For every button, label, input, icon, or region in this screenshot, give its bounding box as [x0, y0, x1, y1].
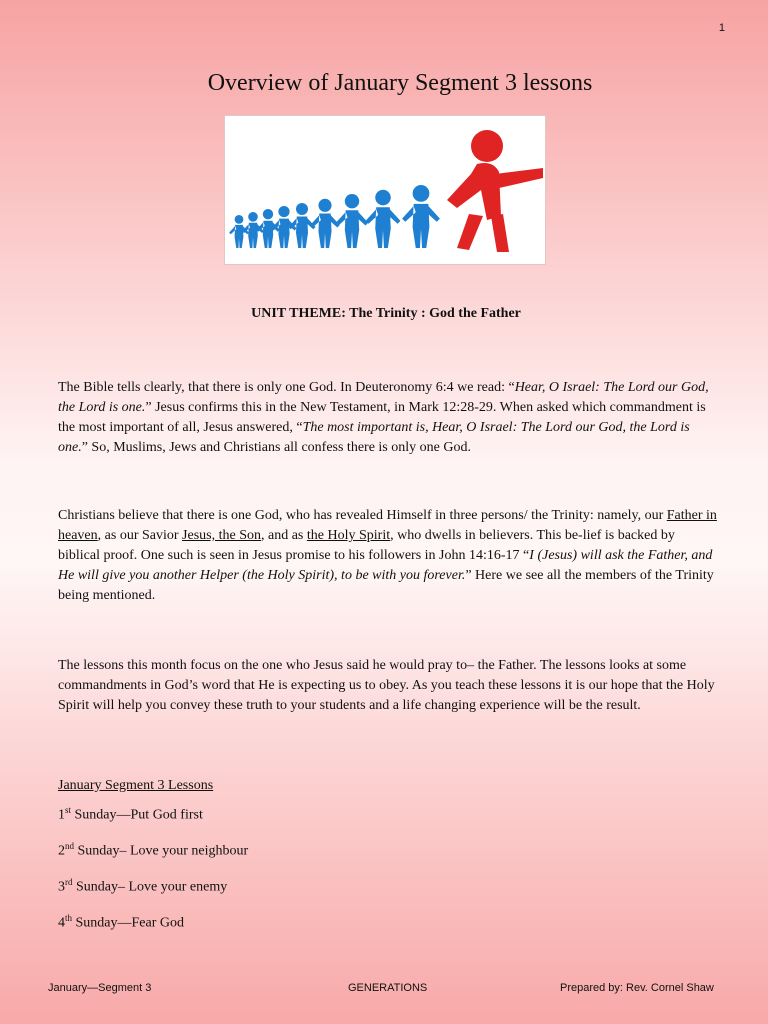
lesson-number: 4 — [58, 915, 65, 931]
p2-text-d: , who dwells in believers. This be-lief is backed by biblical proof. One such is seen in Jesus promise to his followers in John 14:16-17 “ — [58, 528, 675, 563]
follower-figure — [256, 209, 279, 248]
lesson-ordinal: th — [65, 913, 73, 923]
lesson-title: Sunday—Put God first — [71, 807, 203, 823]
lesson-ordinal: st — [65, 805, 72, 815]
paragraph-lessons-focus: The lessons this month focus on the one who Jesus said he would pray to– the Father. The lessons looks at some commandments in God’s word that He is expecting us to obey. As you teach these lessons it is our hope that the Holy Spirit will help you convey these truth to your students and a life changing experience will be the result. — [58, 658, 715, 713]
p2-son-underlined: Jesus, the Son — [182, 528, 261, 543]
p2-father-underlined: Father in heaven — [58, 508, 717, 543]
p1-text-c: ” Jesus confirms this in the New Testament, in Mark 12:28-29. When asked which commandment is the most important of all, Jesus answered, “ — [58, 400, 706, 435]
paragraph-one-god — [58, 378, 718, 458]
page-number: 1 — [718, 22, 725, 34]
followers-chain — [229, 185, 440, 248]
leader-followers-image — [225, 116, 545, 264]
follower-figure — [242, 212, 264, 248]
leader-figure — [447, 130, 543, 252]
page-title: Overview of January Segment 3 lessons — [207, 70, 593, 96]
lesson-title: Sunday– Love your neighbour — [74, 843, 249, 859]
lesson-item — [58, 877, 227, 896]
lesson-number: 1 — [58, 807, 65, 823]
lesson-item — [58, 841, 248, 860]
lesson-item — [58, 805, 203, 824]
follower-figure — [336, 194, 368, 248]
lesson-number: 2 — [58, 843, 65, 859]
p1-quote-mark: The most important is, Hear, O Israel: The Lord our God, the Lord is one. — [58, 420, 690, 455]
follower-figure — [402, 185, 440, 248]
p2-text-b: , as our Savior — [97, 528, 183, 543]
follower-figure — [310, 199, 340, 248]
p2-quote-john: I (Jesus) will ask the Father, and He will give you another Helper (the Holy Spirit), to be with you forever. — [58, 548, 713, 583]
unit-theme: UNIT THEME: The Trinity : God the Father — [251, 306, 521, 321]
p1-text-e: ” So, Muslims, Jews and Christians all confess there is only one God. — [81, 440, 471, 455]
lesson-title: Sunday—Fear God — [72, 915, 185, 931]
p2-text-a: Christians believe that there is one God, who has revealed Himself in three persons/ the Trinity: namely, our — [58, 508, 667, 523]
p1-quote-deuteronomy: Hear, O Israel: The Lord our God, the Lord is one. — [58, 380, 709, 415]
lesson-ordinal: rd — [65, 877, 73, 887]
lesson-item — [58, 913, 184, 932]
p1-text-a: The Bible tells clearly, that there is only one God. In Deuteronomy 6:4 we read: “ — [58, 380, 515, 395]
follower-figure — [229, 215, 249, 248]
p2-text-c: , and as — [261, 528, 307, 543]
paragraph-trinity — [58, 506, 718, 606]
lesson-title: Sunday– Love your enemy — [72, 879, 228, 895]
footer-right: Prepared by: Rev. Cornel Shaw — [560, 982, 714, 994]
p2-text-f: ” Here we see all the members of the Trinity being mentioned. — [58, 568, 714, 603]
follower-figure — [366, 190, 401, 248]
lesson-ordinal: nd — [65, 841, 74, 851]
lessons-heading: January Segment 3 Lessons — [58, 778, 214, 793]
lesson-number: 3 — [58, 879, 65, 895]
leader-illustration — [224, 115, 546, 265]
p2-spirit-underlined: the Holy Spirit — [306, 528, 391, 543]
footer-center: GENERATIONS — [348, 982, 428, 994]
footer-left: January—Segment 3 — [48, 982, 152, 994]
